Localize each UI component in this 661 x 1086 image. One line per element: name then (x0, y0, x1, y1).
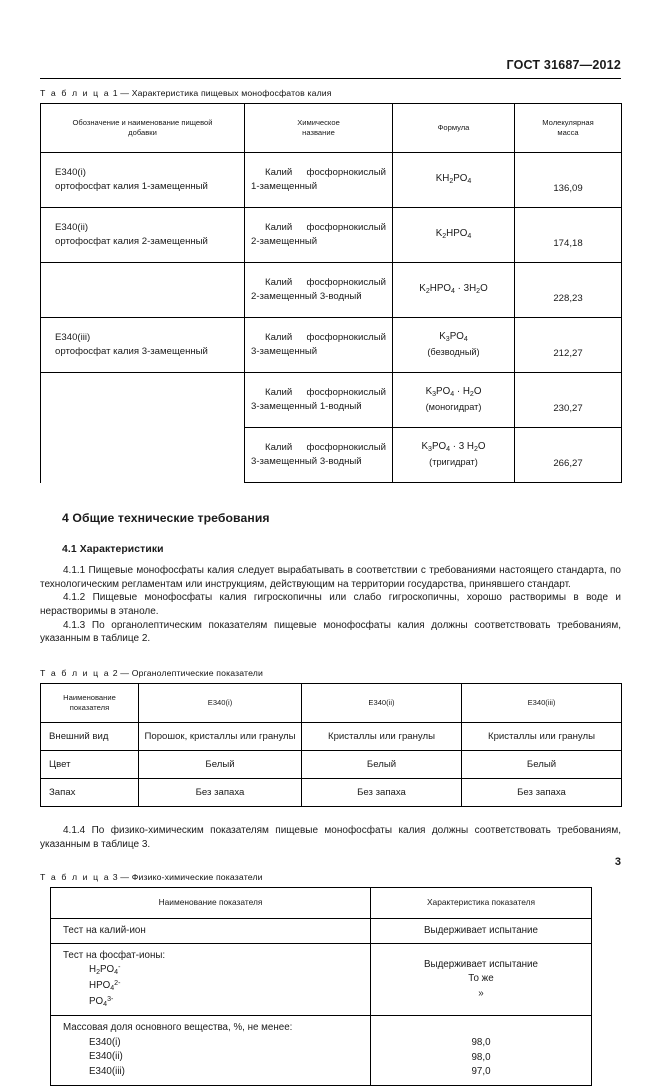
table1-col1-line1: Обозначение и наименование пищевой (72, 118, 212, 127)
table-row (41, 723, 622, 751)
table2-col1-line2: показателя (70, 703, 109, 712)
table1-r3-additive-empty (41, 263, 245, 318)
table3-col-indicator-name: Наименование показателя (51, 887, 371, 918)
table2-r3-v1: Без запаха (139, 779, 302, 807)
table2-r2-v3: Белый (462, 751, 622, 779)
table3-mass-fraction-label (51, 1016, 371, 1086)
table2-r3-indicator: Запах (41, 779, 139, 807)
table3-phosphate-test-label (51, 944, 371, 1016)
table1-r1-chem-line2: 1-замещенный (251, 180, 386, 194)
table1-caption-title: Характеристика пищевых монофосфатов калия (132, 88, 332, 98)
table1-caption (40, 88, 621, 98)
table-physicochemical-indicators (50, 887, 592, 1086)
grade-e340ii-value: 98,0 (375, 1051, 587, 1066)
table1-r4-formula-note: (безводный) (395, 346, 512, 360)
table1-caption-number: 1 (113, 88, 118, 98)
table1-r6-chem (245, 428, 393, 483)
table3-caption-dash: — (120, 872, 129, 882)
table2-caption (40, 668, 621, 678)
table1-r4-chem-line2: 3-замещенный (251, 345, 386, 359)
table1-col2-line2: название (302, 128, 335, 137)
table1-r3-chem (245, 263, 393, 318)
table1-r4-formula: $K_3PO_4$ (безводный) (393, 318, 515, 373)
table2-header-row (41, 684, 622, 723)
table2-col-e340ii: E340(ii) (302, 684, 462, 723)
table2-caption-title: Органолептические показатели (132, 668, 263, 678)
table2-caption-dash: — (120, 668, 129, 678)
table1-r5-formula-note: (моногидрат) (395, 401, 512, 415)
table2-r1-v1: Порошок, кристаллы или гранулы (139, 723, 302, 751)
table1-header-row (41, 104, 622, 153)
table3-mass-fraction-values (371, 1016, 592, 1086)
table3-caption-prefix: Т а б л и ц а (40, 872, 110, 882)
table-organoleptic-indicators (40, 683, 622, 807)
table3-potassium-test-value: Выдерживает испытание (371, 918, 592, 944)
table2-r1-v3: Кристаллы или гранулы (462, 723, 622, 751)
table2-col1-line1: Наименование (63, 693, 116, 702)
grade-e340i-label: E340(i) (89, 1036, 364, 1051)
table3-col-indicator-characteristic: Характеристика показателя (371, 887, 592, 918)
table1-r4-additive (41, 318, 245, 373)
table2-col-e340iii: E340(iii) (462, 684, 622, 723)
table2-caption-prefix: Т а б л и ц а (40, 668, 110, 678)
header-divider-rule (40, 78, 621, 79)
table-row (51, 918, 592, 944)
table-row (41, 153, 622, 208)
table1-r6-formula-note: (тригидрат) (395, 456, 512, 470)
table1-col1-line2: добавки (128, 128, 157, 137)
table1-r6-formula: $K_3PO_4 \cdot 3$ $H_2O$ (тригидрат) (393, 428, 515, 483)
table2-r3-v3: Без запаха (462, 779, 622, 807)
table3-phosphate-test-title: Тест на фосфат-ионы: (63, 950, 165, 961)
table3-phosphate-value-2: То же (375, 972, 587, 987)
table1-r1-code: E340(i) (55, 167, 86, 178)
table-row (51, 944, 592, 1016)
table-row (41, 263, 622, 318)
table1-r5-chem (245, 373, 393, 428)
table1-r4-chem-line1: Калий фосфорнокислый (251, 331, 386, 345)
paragraph-4-1-2: 4.1.2 Пищевые монофосфаты калия гигроскопичны или слабо гигроскопичны, хорошо растворимы в воде и нерастворимы в этаноле. (40, 591, 621, 618)
table1-r1-chem-line1: Калий фосфорнокислый (251, 166, 386, 180)
table3-header-row (51, 887, 592, 918)
table1-r5-additive-empty (41, 373, 245, 428)
ion-hydrogen-phosphate: $HPO_4^{2-}$ (89, 979, 364, 995)
table1-r6-chem-line2: 3-замещенный 3-водный (251, 455, 386, 469)
table-row (41, 779, 622, 807)
table3-phosphate-value-3: » (375, 987, 587, 1002)
table2-r3-v2: Без запаха (302, 779, 462, 807)
table1-caption-dash: — (120, 88, 129, 98)
table1-caption-prefix: Т а б л и ц а (40, 88, 110, 98)
table1-r4-name: ортофосфат калия 3-замещенный (55, 346, 208, 357)
table1-r1-formula: $KH_2PO_4$ (393, 153, 515, 208)
grade-e340iii-value: 97,0 (375, 1065, 587, 1080)
table1-r2-name: ортофосфат калия 2-замещенный (55, 236, 208, 247)
ion-dihydrogen-phosphate: $H_2PO_4^-$ (89, 963, 364, 979)
ion-phosphate: $PO_4^{3-}$ (89, 995, 364, 1011)
table1-r2-code: E340(ii) (55, 222, 88, 233)
table1-r5-chem-line2: 3-замещенный 1-водный (251, 400, 386, 414)
table1-r1-name: ортофосфат калия 1-замещенный (55, 181, 208, 192)
table1-col-chemical-name (245, 104, 393, 153)
table2-r2-indicator: Цвет (41, 751, 139, 779)
table2-r2-v2: Белый (302, 751, 462, 779)
page-number: 3 (615, 856, 621, 868)
standard-designation: ГОСТ 31687—2012 (506, 58, 621, 72)
table2-r2-v1: Белый (139, 751, 302, 779)
table-row (41, 751, 622, 779)
table1-r2-mass: 174,18 (515, 208, 622, 263)
paragraph-4-1-4: 4.1.4 По физико-химическим показателям пищевые монофосфаты калия должны соответствовать требованиям, указанным в таблице 3. (40, 824, 621, 851)
table2-r1-v2: Кристаллы или гранулы (302, 723, 462, 751)
table3-potassium-test-label: Тест на калий-ион (51, 918, 371, 944)
table1-r3-mass: 228,23 (515, 263, 622, 318)
table1-col4-line2: масса (557, 128, 578, 137)
page-content (40, 88, 621, 1086)
table2-col-e340i: E340(i) (139, 684, 302, 723)
table1-r2-formula: $K_2HPO_4$ (393, 208, 515, 263)
table1-r4-chem (245, 318, 393, 373)
table3-caption (40, 872, 621, 882)
table1-r1-chem (245, 153, 393, 208)
table3-phosphate-value-1: Выдерживает испытание (375, 958, 587, 973)
table3-caption-title: Физико-химические показатели (132, 872, 263, 882)
table3-phosphate-ion-list (63, 963, 364, 1010)
table-row (41, 208, 622, 263)
table1-r6-additive-empty (41, 428, 245, 483)
table1-r6-chem-line1: Калий фосфорнокислый (251, 441, 386, 455)
table1-col2-line1: Химическое (297, 118, 340, 127)
paragraph-4-1-1: 4.1.1 Пищевые монофосфаты калия следует вырабатывать в соответствии с требованиями настоящего стандарта, по технологическим регламентам или инструкциям, действующим на территории государства, принявшего стандарт. (40, 564, 621, 591)
table-row (41, 318, 622, 373)
table1-r6-mass: 266,27 (515, 428, 622, 483)
grade-e340iii-label: E340(iii) (89, 1065, 364, 1080)
table3-mass-fraction-title: Массовая доля основного вещества, %, не менее: (63, 1022, 292, 1033)
table3-mass-fraction-grade-list (63, 1036, 364, 1080)
table1-r3-formula: $K_2HPO_4 \cdot 3H_2O$ (393, 263, 515, 318)
table2-r1-indicator: Внешний вид (41, 723, 139, 751)
table1-col4-line1: Молекулярная (542, 118, 593, 127)
table1-r5-chem-line1: Калий фосфорнокислый (251, 386, 386, 400)
table1-col-formula: Формула (393, 104, 515, 153)
table1-r2-chem-line1: Калий фосфорнокислый (251, 221, 386, 235)
table2-caption-number: 2 (113, 668, 118, 678)
table1-r2-additive (41, 208, 245, 263)
table1-r1-mass: 136,09 (515, 153, 622, 208)
table1-r5-formula: $K_3PO_4 \cdot H_2O$ (моногидрат) (393, 373, 515, 428)
table-characteristics-of-potassium-monophosphates (40, 103, 622, 483)
table1-r4-code: E340(iii) (55, 332, 90, 343)
table-row (41, 373, 622, 428)
table3-phosphate-test-values (371, 944, 592, 1016)
table1-col-additive-designation (41, 104, 245, 153)
table-row (41, 428, 622, 483)
table1-r4-mass: 212,27 (515, 318, 622, 373)
paragraph-4-1-3: 4.1.3 По органолептическим показателям пищевые монофосфаты калия должны соответствовать требованиям, указанным в таблице 2. (40, 619, 621, 646)
table1-r3-chem-line2: 2-замещенный 3-водный (251, 290, 386, 304)
table1-r5-mass: 230,27 (515, 373, 622, 428)
subsection-heading-4-1: 4.1 Характеристики (62, 544, 621, 555)
table-row (51, 1016, 592, 1086)
grade-e340i-value: 98,0 (375, 1036, 587, 1051)
table1-r2-chem (245, 208, 393, 263)
table3-caption-number: 3 (113, 872, 118, 882)
table1-r1-additive (41, 153, 245, 208)
grade-e340ii-label: E340(ii) (89, 1050, 364, 1065)
table1-r2-chem-line2: 2-замещенный (251, 235, 386, 249)
table1-r3-chem-line1: Калий фосфорнокислый (251, 276, 386, 290)
section-heading-4: 4 Общие технические требования (62, 511, 621, 525)
table1-col-molecular-mass (515, 104, 622, 153)
table2-col-indicator-name (41, 684, 139, 723)
